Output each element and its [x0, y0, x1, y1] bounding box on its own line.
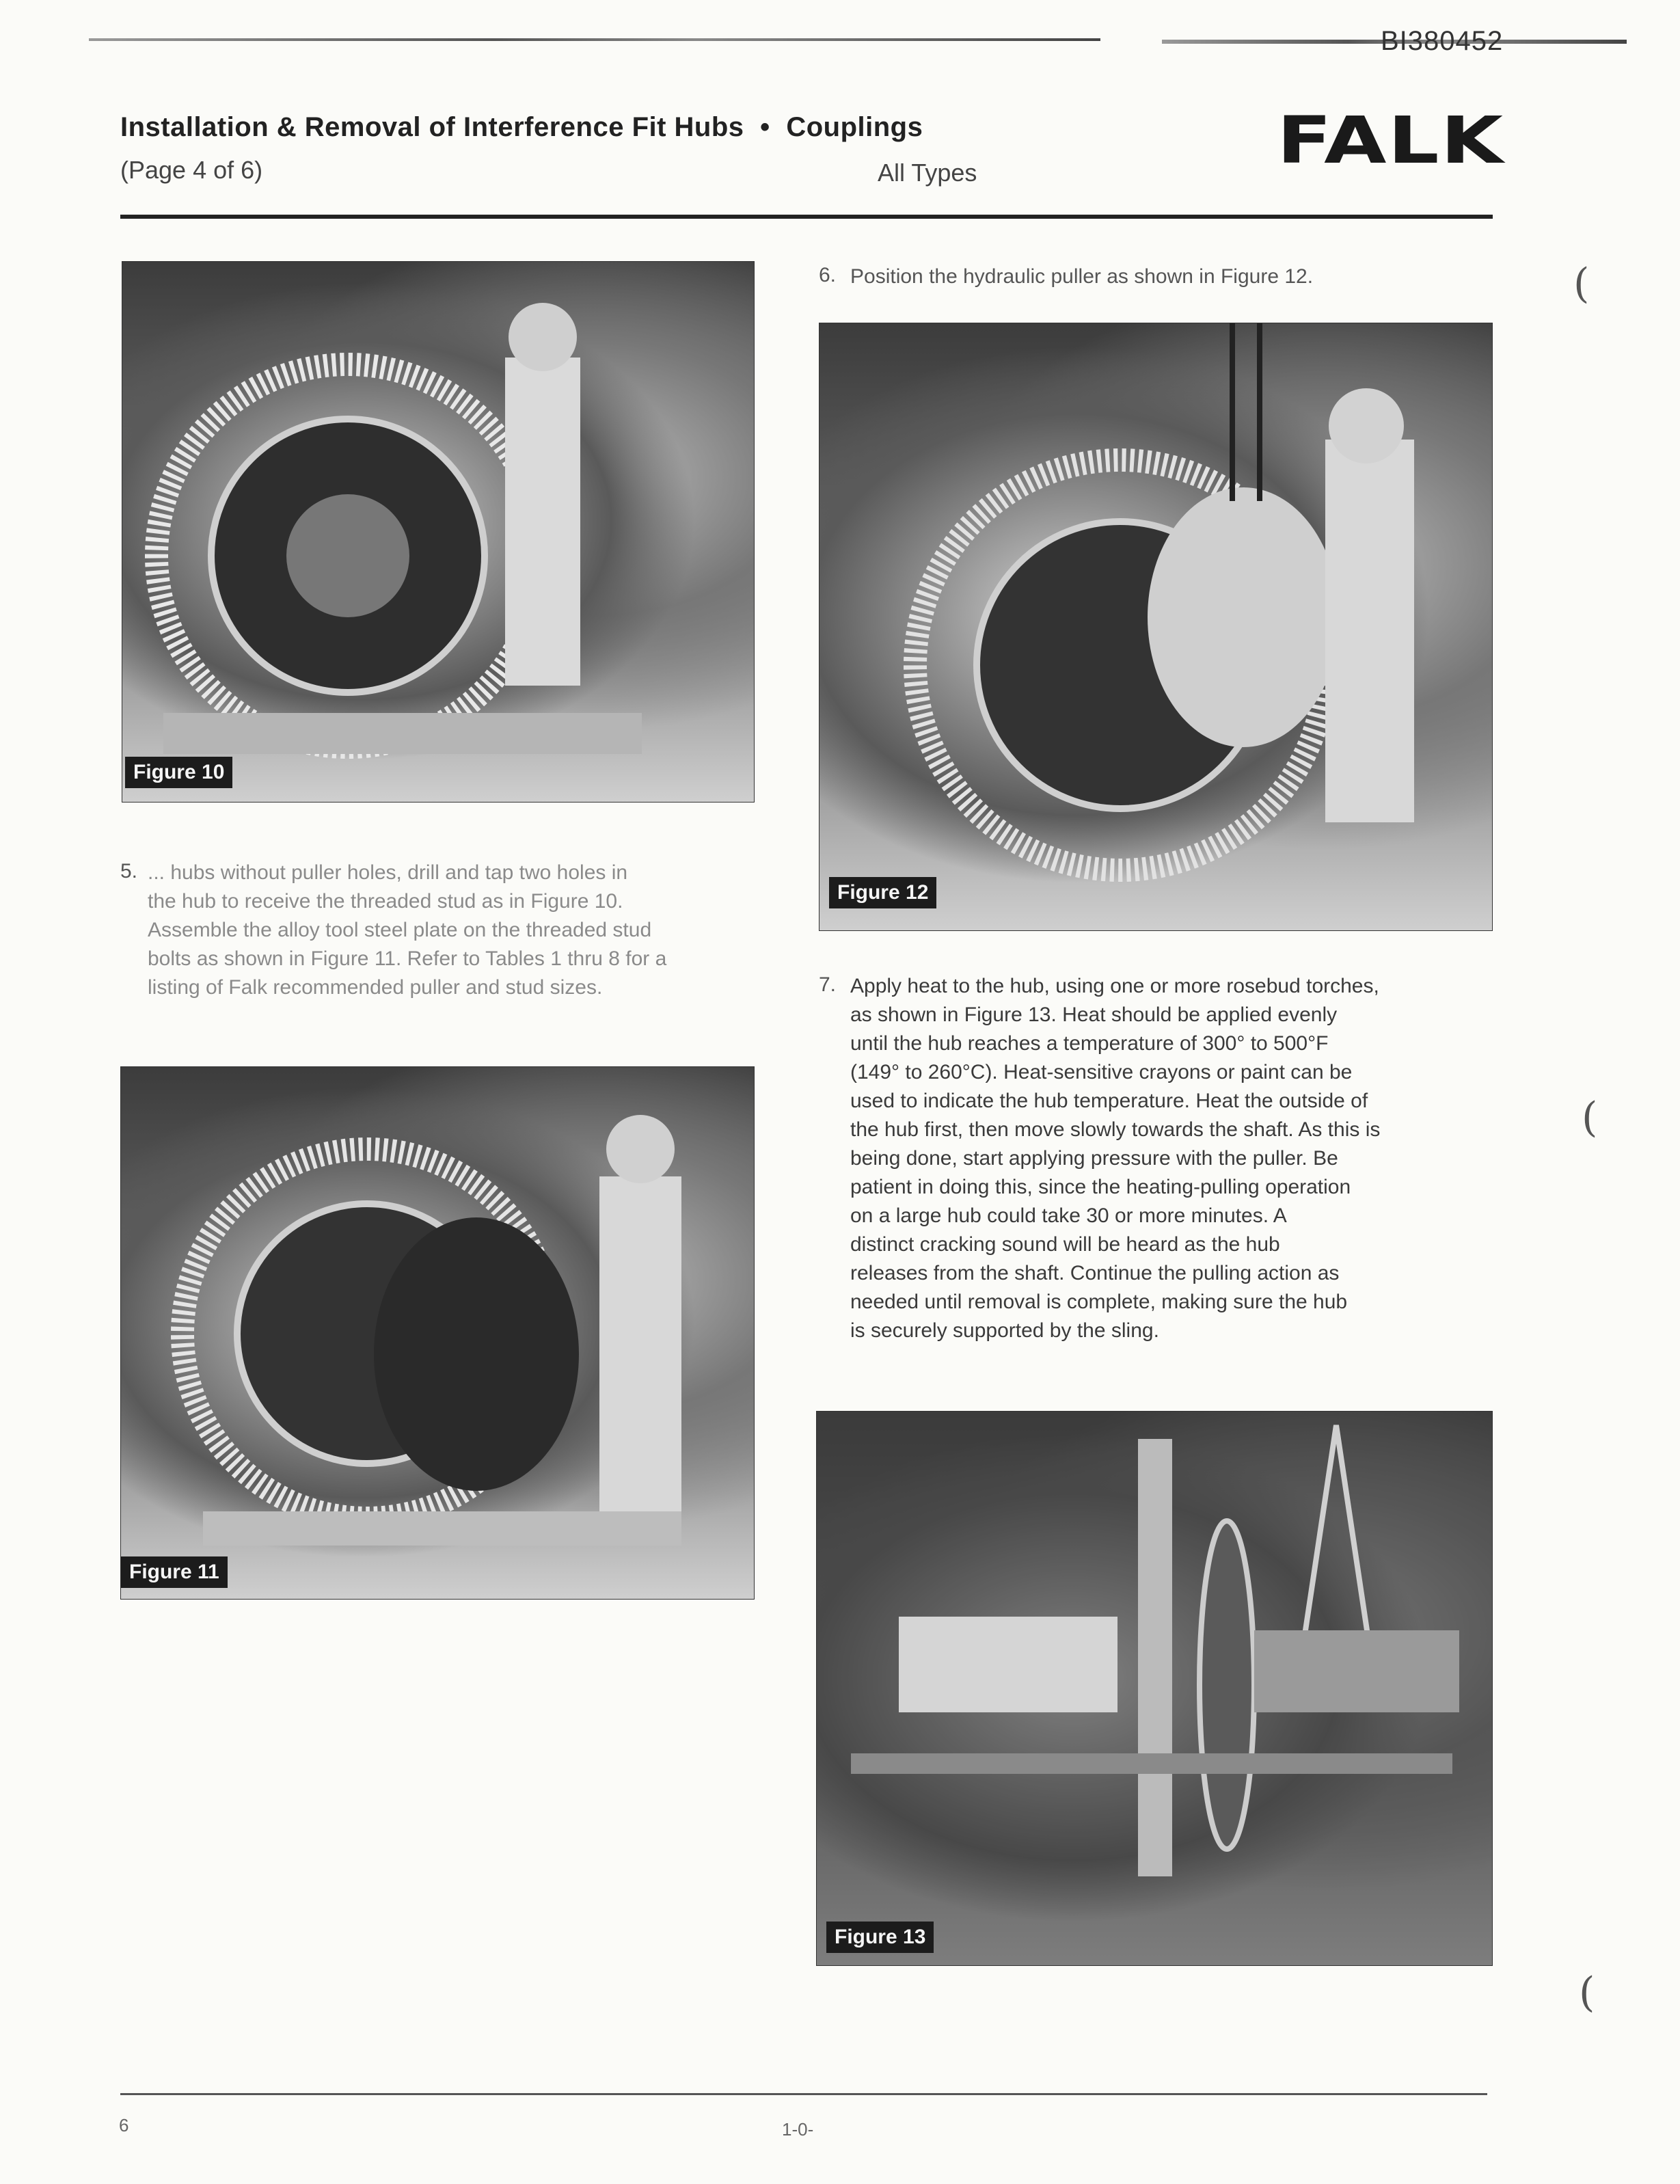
step-7-line: needed until removal is complete, making sure the hub: [850, 1291, 1348, 1313]
step-5-line: bolts as shown in Figure 11. Refer to Tables 1 thru 8 for a: [148, 947, 667, 970]
figure-12-illustration: [819, 323, 1492, 930]
figure-12-label: Figure 12: [829, 877, 936, 908]
step-7-line: (149° to 260°C). Heat-sensitive crayons or paint can be: [850, 1061, 1353, 1083]
figure-13-illustration: [817, 1412, 1492, 1965]
step-5-number: 5.: [120, 860, 138, 882]
falk-logo: FALK: [1277, 103, 1505, 178]
title-bullet: •: [760, 112, 770, 142]
step-7-line: distinct cracking sound will be heard as the hub: [850, 1233, 1280, 1256]
step-7-line: patient in doing this, since the heating-pulling operation: [850, 1176, 1351, 1198]
footer-rule: [120, 2093, 1487, 2095]
step-7-line: until the hub reaches a temperature of 300° to 500°F: [850, 1032, 1329, 1055]
step-5-text: [148, 859, 749, 1002]
figure-13-photo: [816, 1411, 1493, 1966]
figure-11-label: Figure 11: [121, 1556, 228, 1588]
title-main: Installation & Removal of Interference Fit Hubs: [120, 112, 744, 142]
figure-12-photo: [819, 323, 1493, 931]
margin-mark: (: [1582, 1094, 1598, 1142]
step-5-line: the hub to receive the threaded stud as in Figure 10.: [148, 890, 623, 913]
step-7-number: 7.: [819, 973, 837, 996]
header-rule: [120, 215, 1493, 219]
scan-line-top-left: [89, 38, 1100, 41]
step-7-line: being done, start applying pressure with the puller. Be: [850, 1147, 1338, 1170]
footer-left: 6: [119, 2115, 129, 2135]
figure-10-illustration: [122, 262, 754, 802]
step-5-line: Assemble the alloy tool steel plate on the threaded stud: [148, 919, 652, 941]
figure-10-label: Figure 10: [125, 757, 232, 788]
step-7-line: is securely supported by the sling.: [850, 1319, 1159, 1342]
figure-10-photo: [122, 261, 755, 803]
step-7-line: as shown in Figure 13. Heat should be applied evenly: [850, 1003, 1338, 1026]
subsection-label: All Types: [878, 159, 977, 187]
step-7-line: on a large hub could take 30 or more minutes. A: [850, 1204, 1287, 1227]
page-number: (Page 4 of 6): [120, 156, 263, 184]
step-7-line: the hub first, then move slowly towards the shaft. As this is: [850, 1118, 1381, 1141]
footer-center: 1-0-: [782, 2119, 814, 2140]
figure-13-label: Figure 13: [826, 1922, 934, 1953]
figure-11-illustration: [121, 1067, 754, 1599]
step-6-text: Position the hydraulic puller as shown in Figure 12.: [850, 265, 1314, 288]
step-6-number: 6.: [819, 264, 837, 286]
margin-mark: (: [1573, 260, 1590, 308]
margin-mark: (: [1579, 1969, 1595, 2017]
title-section: Couplings: [786, 112, 923, 142]
step-7-line: releases from the shaft. Continue the pulling action as: [850, 1262, 1340, 1284]
figure-11-photo: [120, 1066, 755, 1600]
step-7-line: Apply heat to the hub, using one or more rosebud torches,: [850, 975, 1379, 997]
step-7-text: [850, 972, 1493, 1345]
step-5-line: listing of Falk recommended puller and stud sizes.: [148, 976, 603, 999]
step-5-line: ... hubs without puller holes, drill and tap two holes in: [148, 861, 628, 884]
page-title: [120, 112, 923, 143]
step-7-line: used to indicate the hub temperature. Heat the outside of: [850, 1090, 1368, 1112]
document-id: BI380452: [1381, 26, 1504, 56]
